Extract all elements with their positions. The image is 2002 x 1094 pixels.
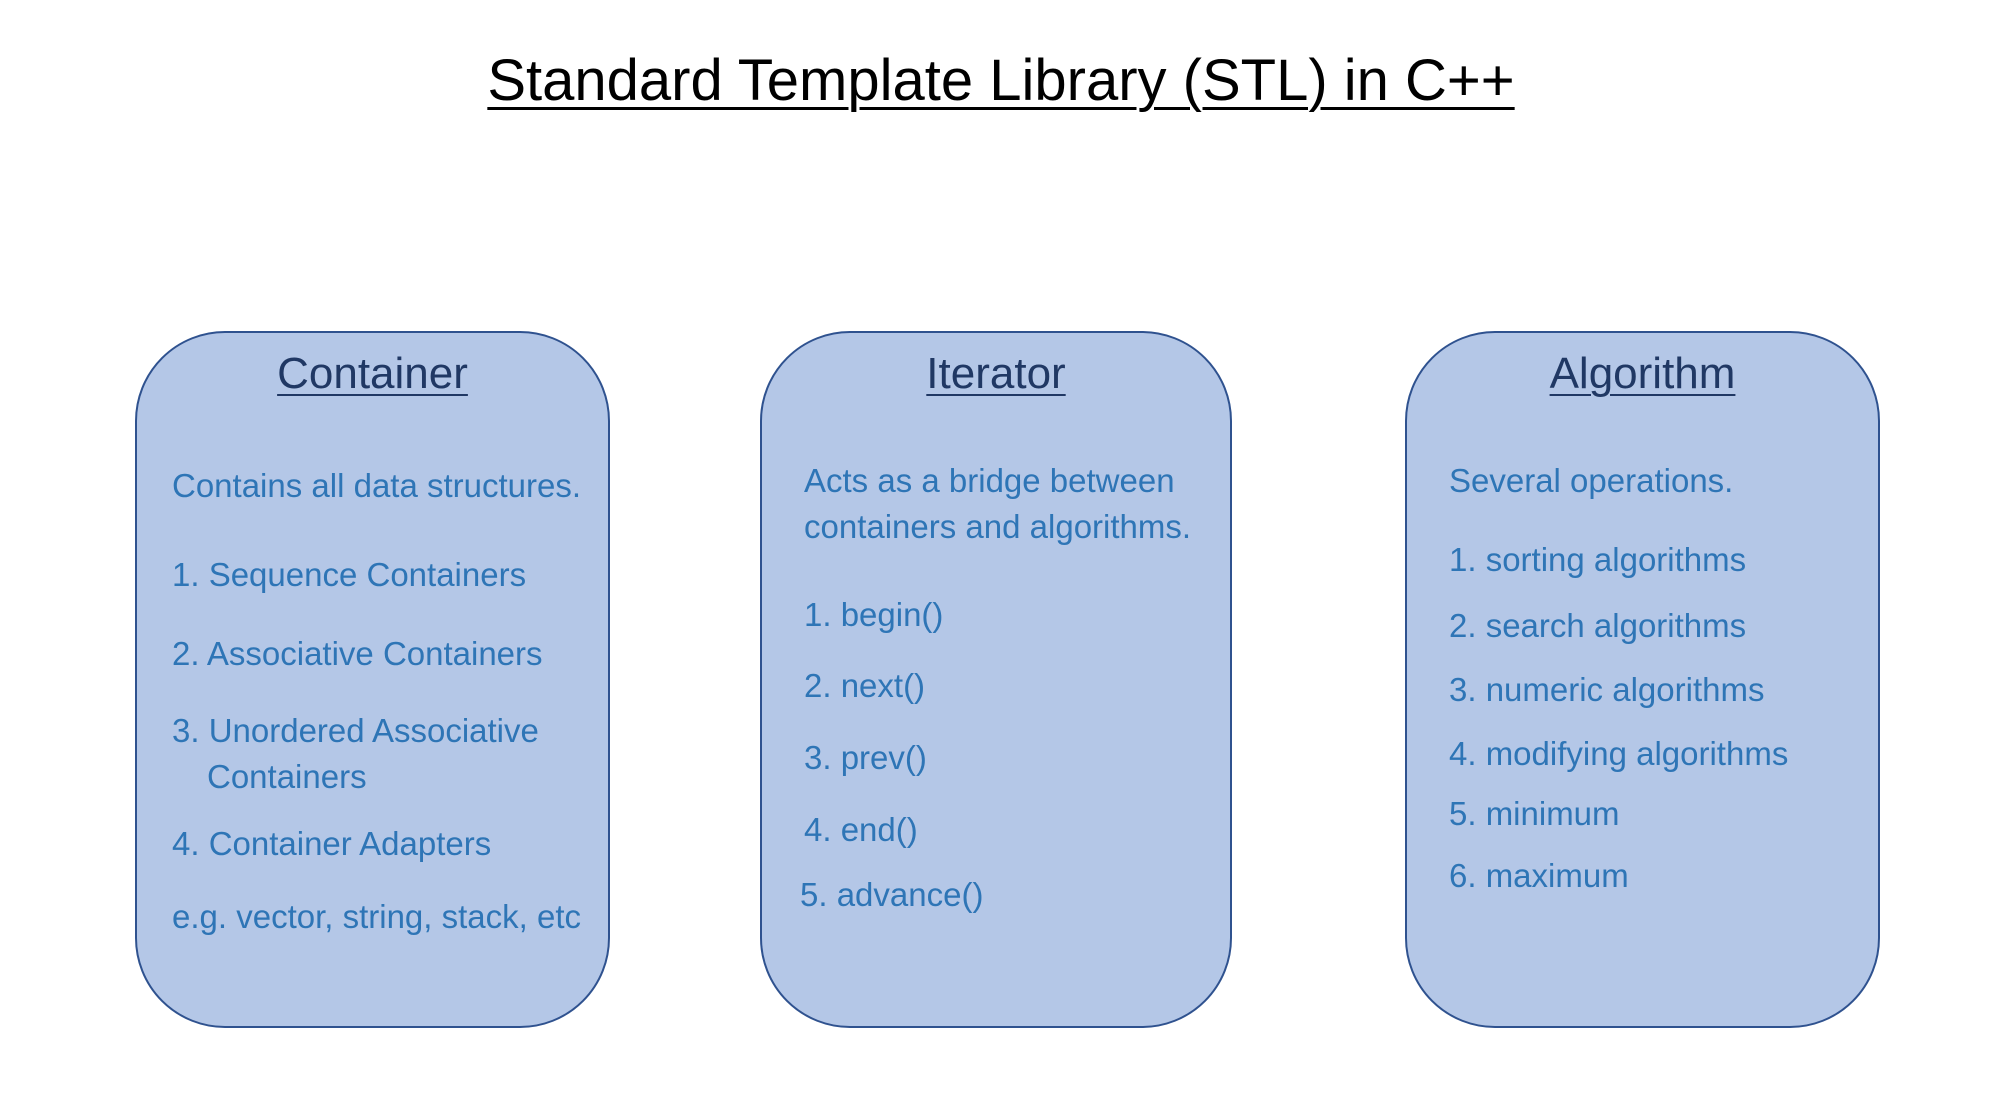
- diagram-title-text: Standard Template Library (STL) in C++: [487, 48, 1515, 113]
- algorithm-item: 4. modifying algorithms: [1449, 735, 1789, 772]
- container-item-continuation: Containers: [207, 758, 367, 795]
- iterator-description-line: Acts as a bridge between: [804, 462, 1175, 499]
- container-heading: Container: [277, 349, 468, 398]
- algorithm-item: 1. sorting algorithms: [1449, 541, 1747, 578]
- container-item: 1. Sequence Containers: [172, 556, 527, 593]
- container-item: 4. Container Adapters: [172, 825, 492, 862]
- iterator-item: 5. advance(): [800, 876, 984, 913]
- iterator-item: 2. next(): [804, 667, 926, 704]
- iterator-item: 3. prev(): [804, 739, 927, 776]
- algorithm-item: 6. maximum: [1449, 857, 1629, 894]
- container-item: 2. Associative Containers: [172, 635, 543, 672]
- iterator-item: 1. begin(): [804, 596, 944, 633]
- container-box: [135, 331, 610, 1028]
- iterator-heading: Iterator: [926, 349, 1066, 398]
- iterator-box: [760, 331, 1232, 1028]
- algorithm-heading: Algorithm: [1549, 349, 1736, 398]
- container-example: e.g. vector, string, stack, etc: [172, 898, 582, 935]
- container-item: 3. Unordered Associative: [172, 712, 539, 749]
- algorithm-description: Several operations.: [1449, 462, 1734, 499]
- algorithm-item: 3. numeric algorithms: [1449, 671, 1765, 708]
- iterator-description-line: containers and algorithms.: [804, 508, 1192, 545]
- algorithm-item: 2. search algorithms: [1449, 607, 1747, 644]
- algorithm-box: [1405, 331, 1880, 1028]
- iterator-item: 4. end(): [804, 811, 918, 848]
- diagram-title: [0, 46, 2002, 116]
- container-description: Contains all data structures.: [172, 467, 582, 504]
- algorithm-item: 5. minimum: [1449, 795, 1620, 832]
